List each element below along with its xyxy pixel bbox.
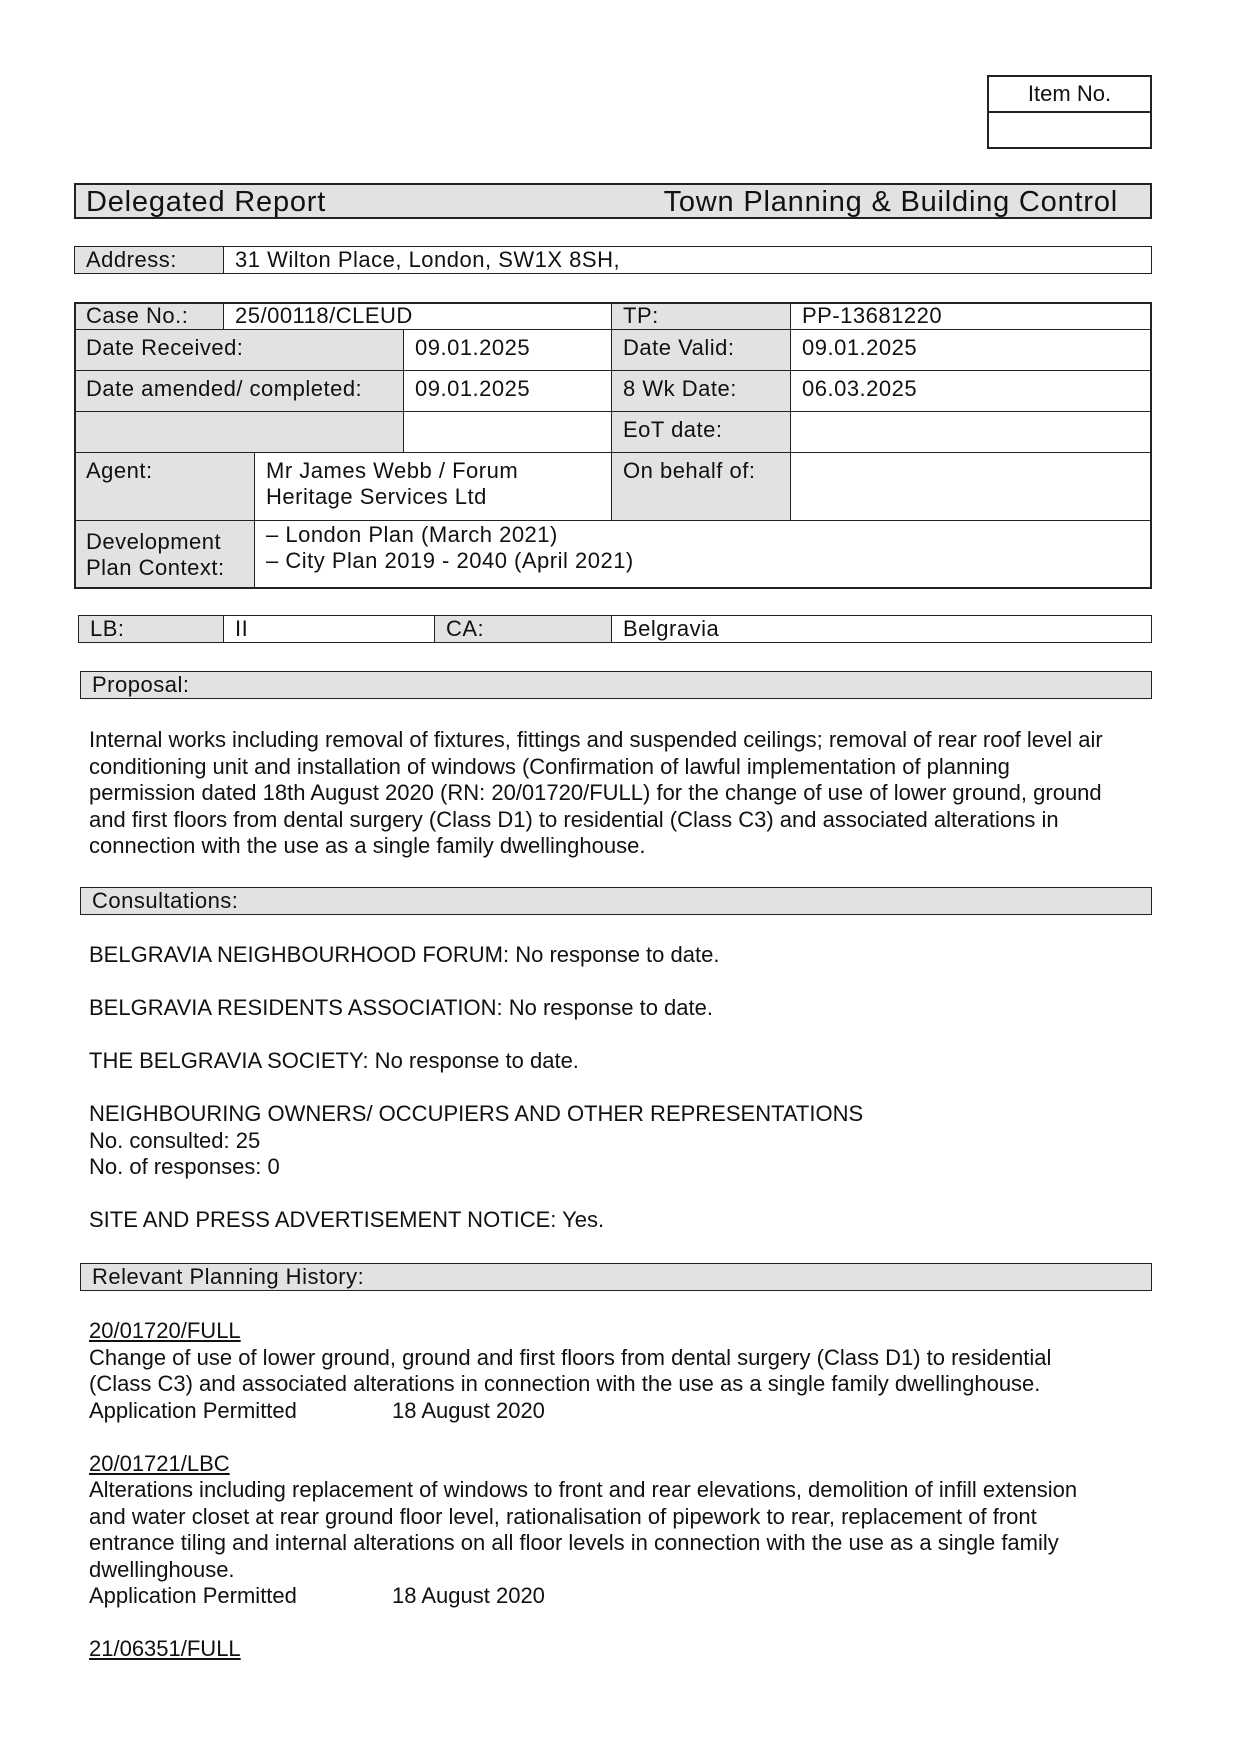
- planning-history-heading: Relevant Planning History:: [80, 1263, 1152, 1291]
- empty-label-cell: [74, 411, 404, 453]
- consultation-site-notice: SITE AND PRESS ADVERTISEMENT NOTICE: Yes.: [89, 1207, 605, 1232]
- proposal-line: Internal works including removal of fixtures, fittings and suspended ceilings; removal of rear roof level air: [89, 727, 1103, 752]
- on-behalf-of-value: [790, 452, 1152, 521]
- history-description-line: and water closet at rear ground floor level, rationalisation of pipework to rear, replacement of front: [89, 1503, 1037, 1529]
- date-valid-label: Date Valid:: [611, 329, 791, 371]
- consultations-heading: Consultations:: [80, 887, 1152, 915]
- history-description-line: (Class C3) and associated alterations in connection with the use as a single family dwellinghouse.: [89, 1371, 1041, 1396]
- agent-label: Agent:: [74, 452, 255, 521]
- development-plan-value: [254, 520, 1152, 589]
- report-header: [74, 183, 1152, 219]
- history-ref: 21/06351/FULL: [89, 1636, 241, 1661]
- tp-value: PP-13681220: [790, 302, 1152, 330]
- history-description-line: dwellinghouse.: [89, 1556, 235, 1582]
- history-decision-row: [89, 1398, 1149, 1425]
- consultation-responses-count: No. of responses: 0: [89, 1154, 280, 1179]
- history-ref: 20/01721/LBC: [89, 1450, 230, 1476]
- consultation-consulted-count: No. consulted: 25: [89, 1127, 261, 1153]
- consultation-forum: BELGRAVIA NEIGHBOURHOOD FORUM: No response to date.: [89, 942, 720, 967]
- empty-value-cell: [403, 411, 612, 453]
- department-title: Town Planning & Building Control: [663, 186, 1118, 218]
- proposal-heading: Proposal:: [80, 671, 1152, 699]
- item-number-value: [989, 113, 1150, 149]
- history-decision-date: 18 August 2020: [392, 1397, 545, 1423]
- ca-label: CA:: [434, 615, 612, 643]
- history-decision: Application Permitted: [89, 1583, 297, 1608]
- history-description-line: Change of use of lower ground, ground and first floors from dental surgery (Class D1) to residential: [89, 1344, 1052, 1370]
- case-no-label: Case No.:: [74, 302, 224, 330]
- development-plan-line-2: – City Plan 2019 - 2040 (April 2021): [266, 548, 634, 573]
- agent-line-1: Mr James Webb / Forum: [266, 458, 519, 483]
- history-item: [89, 1318, 1149, 1424]
- history-item: [89, 1636, 1149, 1663]
- report-title: Delegated Report: [86, 186, 327, 218]
- proposal-line: and first floors from dental surgery (Class D1) to residential (Class C3) and associated alterations in: [89, 806, 1059, 832]
- lb-value: II: [223, 615, 435, 643]
- development-plan-label: [74, 520, 255, 589]
- date-received-value: 09.01.2025: [403, 329, 612, 371]
- history-ref: 20/01720/FULL: [89, 1318, 241, 1343]
- consultations-text: [89, 942, 1149, 1234]
- consultation-neighbours-heading: NEIGHBOURING OWNERS/ OCCUPIERS AND OTHER REPRESENTATIONS: [89, 1101, 864, 1126]
- date-amended-label: Date amended/ completed:: [74, 370, 404, 412]
- eot-date-label: EoT date:: [611, 411, 791, 453]
- tp-label: TP:: [611, 302, 791, 330]
- history-decision: Application Permitted: [89, 1397, 297, 1423]
- history-decision-row: [89, 1583, 1149, 1610]
- on-behalf-of-label: On behalf of:: [611, 452, 791, 521]
- development-plan-label-line-2: Plan Context:: [86, 555, 225, 580]
- ca-value: Belgravia: [611, 615, 1152, 643]
- address-value: 31 Wilton Place, London, SW1X 8SH,: [223, 246, 1152, 274]
- proposal-text: [89, 727, 1149, 860]
- date-amended-value: 09.01.2025: [403, 370, 612, 412]
- history-item: [89, 1451, 1149, 1610]
- date-received-label: Date Received:: [74, 329, 404, 371]
- development-plan-line-1: – London Plan (March 2021): [266, 522, 558, 547]
- date-valid-value: 09.01.2025: [790, 329, 1152, 371]
- history-decision-date: 18 August 2020: [392, 1583, 545, 1608]
- history-description-line: entrance tiling and internal alterations on all floor levels in connection with the use as a single family: [89, 1530, 1059, 1555]
- proposal-line: permission dated 18th August 2020 (RN: 20/01720/FULL) for the change of use of lower ground, ground: [89, 780, 1102, 805]
- development-plan-label-line-1: Development: [86, 529, 222, 554]
- eot-date-value: [790, 411, 1152, 453]
- proposal-line: connection with the use as a single family dwellinghouse.: [89, 833, 646, 858]
- item-number-label: Item No.: [989, 77, 1150, 113]
- eight-week-date-label: 8 Wk Date:: [611, 370, 791, 412]
- planning-history-list: [89, 1318, 1149, 1663]
- history-description-line: Alterations including replacement of windows to front and rear elevations, demolition of infill extension: [89, 1477, 1078, 1502]
- consultation-residents: BELGRAVIA RESIDENTS ASSOCIATION: No response to date.: [89, 995, 713, 1020]
- lb-label: LB:: [78, 615, 224, 643]
- agent-value: [254, 452, 612, 521]
- consultation-society: THE BELGRAVIA SOCIETY: No response to date.: [89, 1048, 579, 1073]
- agent-line-2: Heritage Services Ltd: [266, 484, 487, 509]
- item-number-box: [987, 75, 1152, 149]
- address-label: Address:: [74, 246, 224, 274]
- eight-week-date-value: 06.03.2025: [790, 370, 1152, 412]
- proposal-line: conditioning unit and installation of windows (Confirmation of lawful implementation of planning: [89, 753, 1010, 779]
- case-no-value: 25/00118/CLEUD: [223, 302, 612, 330]
